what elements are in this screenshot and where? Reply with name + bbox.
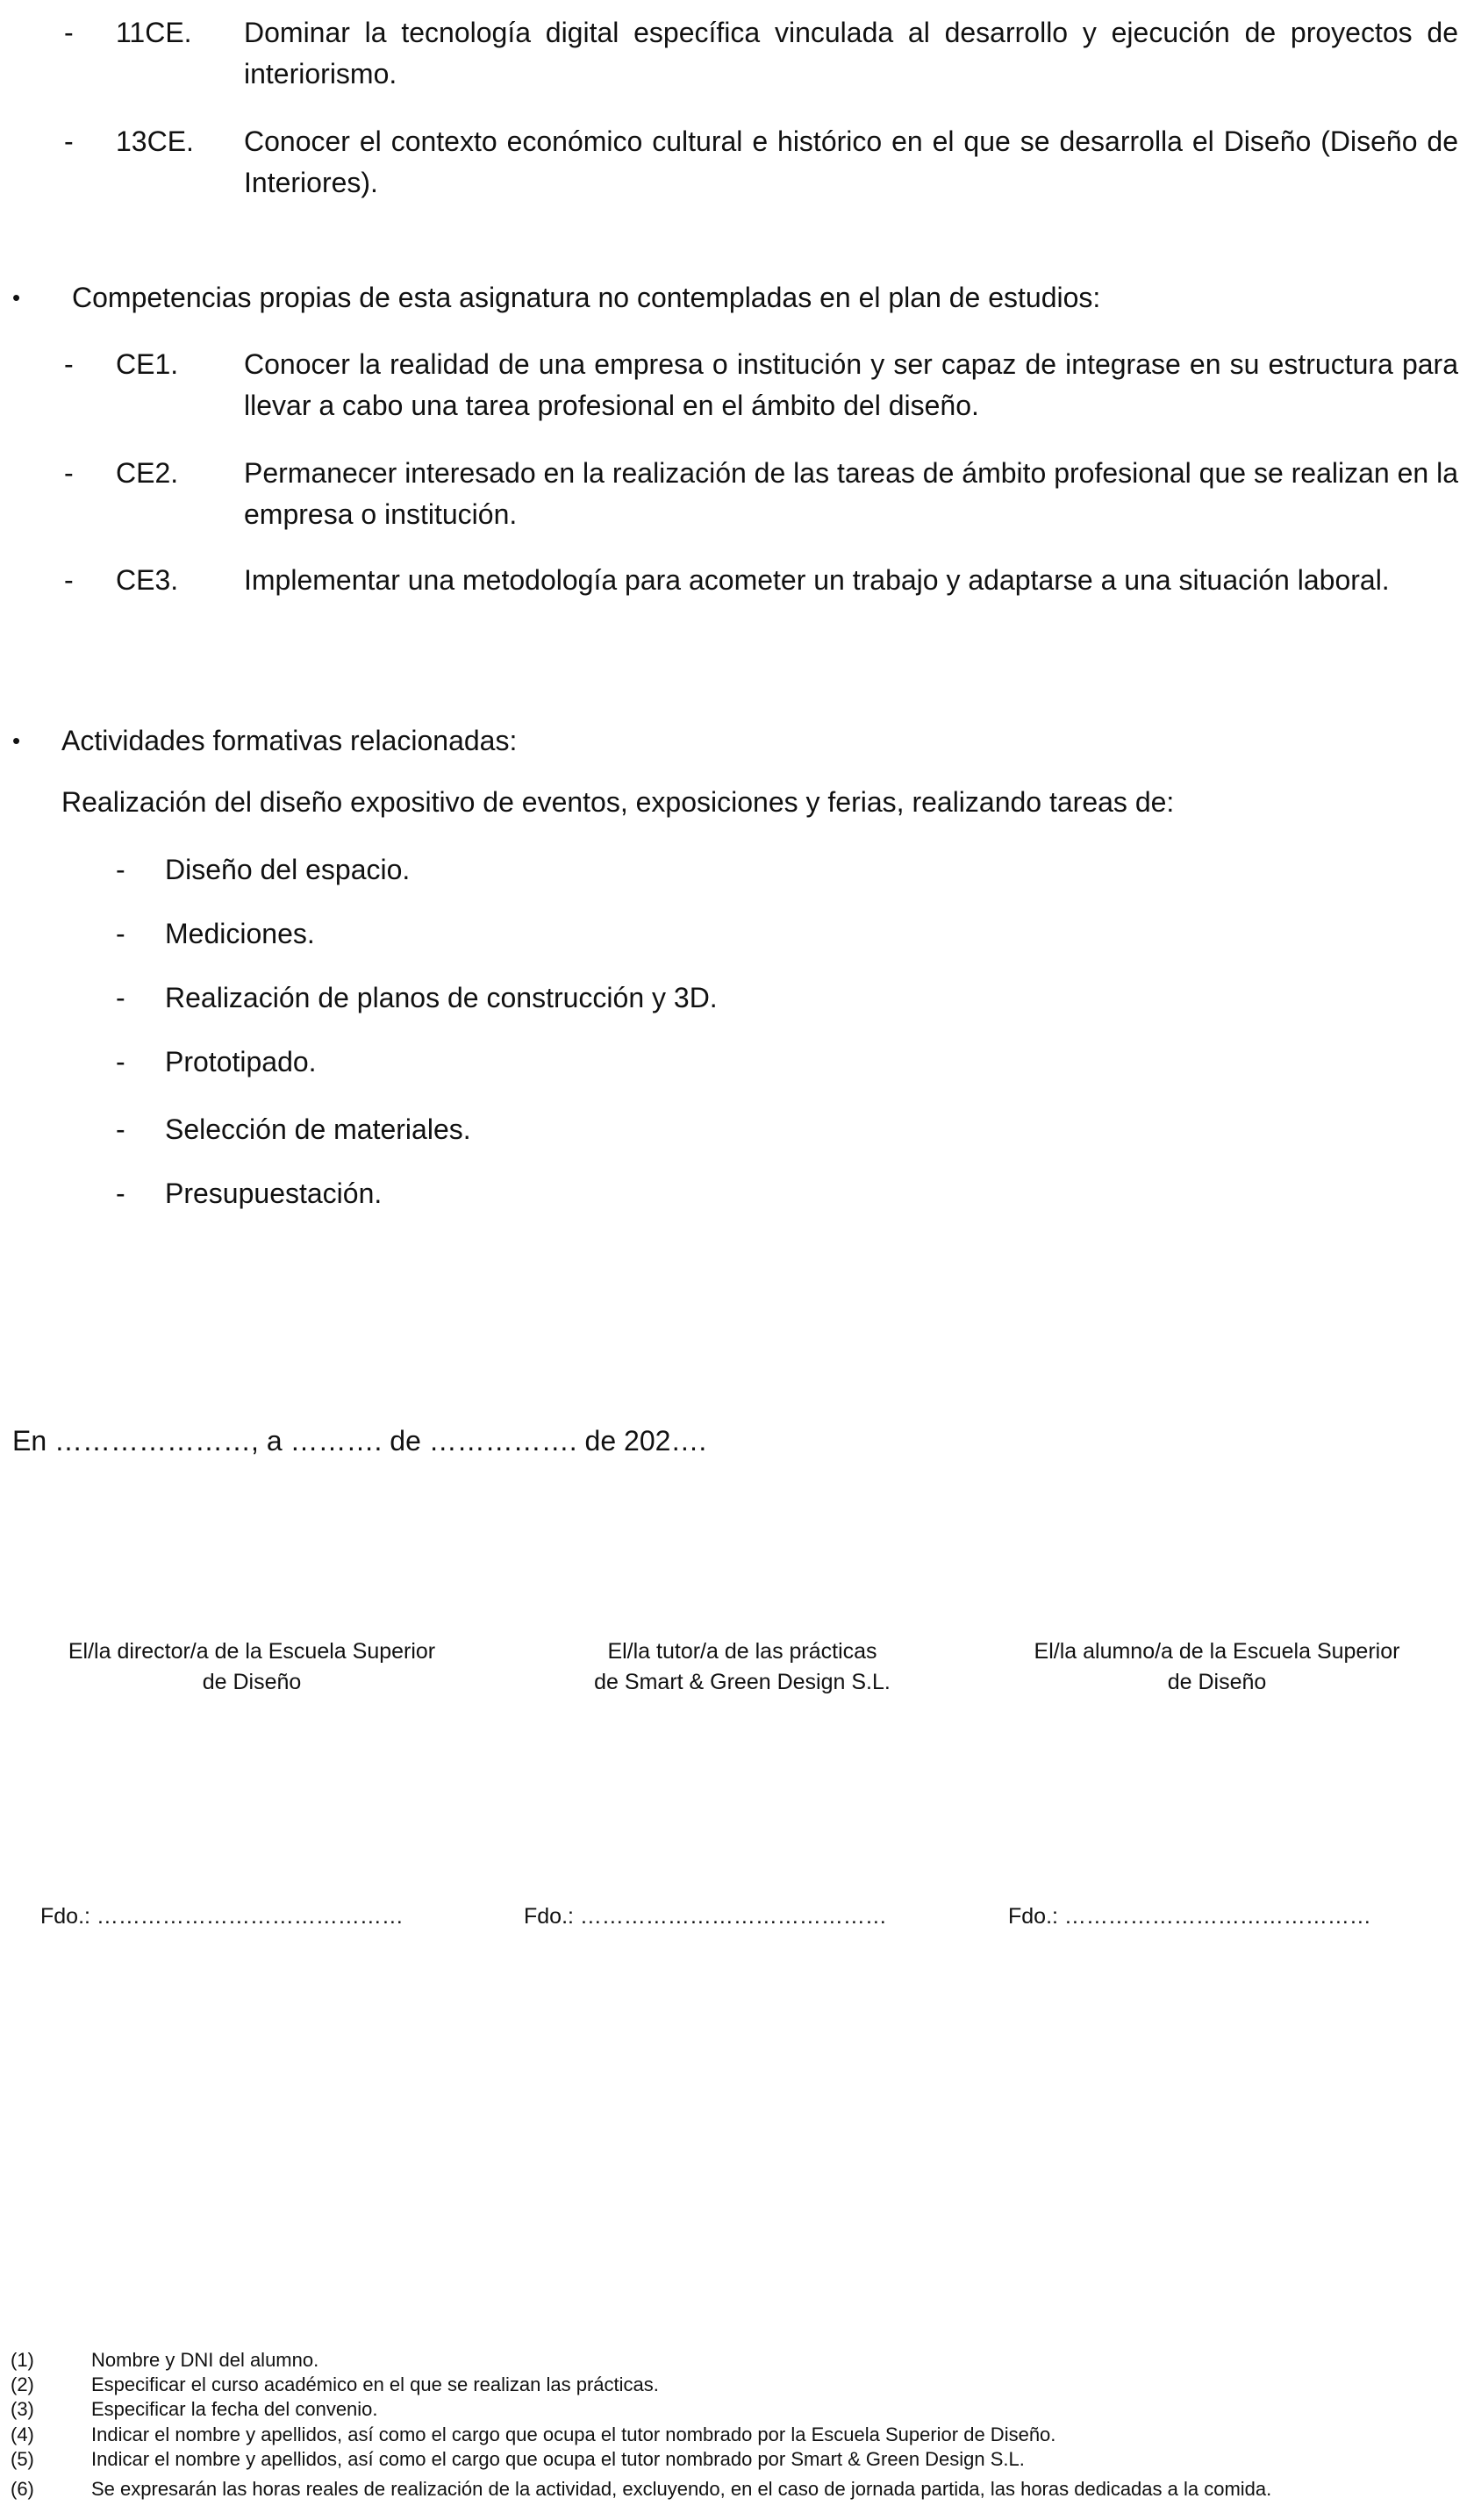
footnote-text: Especificar la fecha del convenio. <box>91 2398 378 2420</box>
list-dash: - <box>116 1113 125 1145</box>
signature-label-student <box>989 1636 1445 1698</box>
competence-code: CE2. <box>116 457 179 489</box>
list-dash: - <box>64 17 74 48</box>
signature-label-tutor <box>514 1636 970 1698</box>
footnote-number: (6) <box>11 2478 34 2500</box>
bullet-icon: • <box>12 284 21 311</box>
activity-item: Prototipado. <box>165 1046 317 1077</box>
list-dash: - <box>116 1178 125 1209</box>
list-dash: - <box>116 854 125 885</box>
footnote-number: (3) <box>11 2398 34 2420</box>
activity-item: Mediciones. <box>165 918 315 949</box>
footnote-number: (2) <box>11 2373 34 2395</box>
footnote-text: Se expresarán las horas reales de realización de la actividad, excluyendo, en el caso de jornada partida, las horas dedicadas a la comida. <box>91 2478 1272 2500</box>
footnote-text: Indicar el nombre y apellidos, así como el cargo que ocupa el tutor nombrado por Smart & Green Design S.L. <box>91 2448 1025 2470</box>
footnote-text: Especificar el curso académico en el que se realizan las prácticas. <box>91 2373 659 2395</box>
activities-intro: Realización del diseño expositivo de eventos, exposiciones y ferias, realizando tareas de: <box>61 786 1175 818</box>
signature-field-director: Fdo.: …………………………………… <box>40 1904 404 1929</box>
footnote-number: (1) <box>11 2349 34 2371</box>
list-dash: - <box>116 1046 125 1077</box>
activity-item: Diseño del espacio. <box>165 854 411 885</box>
competence-code: 11CE. <box>116 17 192 48</box>
list-dash: - <box>64 457 74 489</box>
competence-text: Implementar una metodología para acometer un trabajo y adaptarse a una situación laboral. <box>244 564 1390 596</box>
competence-text: Permanecer interesado en la realización de las tareas de ámbito profesional que se realizan en la empresa o institución. <box>244 457 1458 530</box>
list-dash: - <box>116 982 125 1013</box>
competence-text: Conocer la realidad de una empresa o institución y ser capaz de integrase en su estructura para llevar a cabo una tarea profesional en el ámbito del diseño. <box>244 348 1458 421</box>
activity-item: Presupuestación. <box>165 1178 383 1209</box>
signature-label-line1: El/la tutor/a de las prácticas <box>607 1639 877 1664</box>
section-heading: Competencias propias de esta asignatura no contempladas en el plan de estudios: <box>72 282 1101 313</box>
section-heading: Actividades formativas relacionadas: <box>61 725 518 756</box>
list-dash: - <box>64 564 74 596</box>
footnote-text: Nombre y DNI del alumno. <box>91 2349 319 2371</box>
signature-label-line2: de Smart & Green Design S.L. <box>594 1670 891 1694</box>
competence-code: 13CE. <box>116 125 194 157</box>
signature-label-line2: de Diseño <box>202 1670 302 1694</box>
competence-text: Conocer el contexto económico cultural e histórico en el que se desarrolla el Diseño (Diseño de Interiores). <box>244 125 1458 198</box>
activity-item: Realización de planos de construcción y 3D. <box>165 982 718 1013</box>
bullet-icon: • <box>12 727 21 754</box>
footnote-number: (4) <box>11 2423 34 2445</box>
list-dash: - <box>64 348 74 380</box>
activity-item: Selección de materiales. <box>165 1113 471 1145</box>
competence-code: CE1. <box>116 348 179 380</box>
signature-field-tutor: Fdo.: …………………………………… <box>524 1904 887 1929</box>
footnote-number: (5) <box>11 2448 34 2470</box>
signature-label-line1: El/la alumno/a de la Escuela Superior <box>1034 1639 1400 1664</box>
footnote-text: Indicar el nombre y apellidos, así como el cargo que ocupa el tutor nombrado por la Escuela Superior de Diseño. <box>91 2423 1056 2445</box>
signature-label-line1: El/la director/a de la Escuela Superior <box>68 1639 436 1664</box>
signature-label-line2: de Diseño <box>1167 1670 1267 1694</box>
competence-text: Dominar la tecnología digital específica vinculada al desarrollo y ejecución de proyectos de interiorismo. <box>244 17 1458 89</box>
list-dash: - <box>64 125 74 157</box>
signature-field-student: Fdo.: …………………………………… <box>1008 1904 1371 1929</box>
signature-label-director <box>24 1636 480 1698</box>
list-dash: - <box>116 918 125 949</box>
date-line: En …………………, a ………. de ……………. de 202…. <box>12 1425 707 1457</box>
competence-code: CE3. <box>116 564 179 596</box>
